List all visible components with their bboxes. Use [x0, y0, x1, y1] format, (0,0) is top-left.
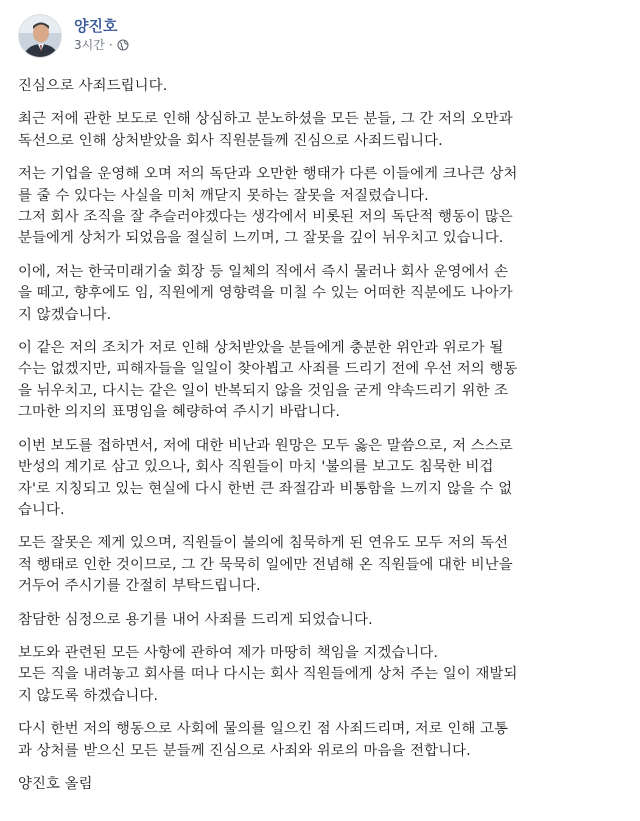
post-paragraph	[18, 436, 624, 522]
post-text-line: 를 줄 수 있다는 사실을 미처 깨닫지 못하는 잘못을 저질렀습니다.	[18, 187, 429, 204]
post-text-line: 지 않겠습니다.	[18, 306, 112, 323]
post-paragraph	[18, 109, 624, 152]
avatar-portrait-icon	[19, 15, 62, 58]
post-text-line: 그마한 의지의 표명임을 혜량하여 주시기 바랍니다.	[18, 404, 341, 421]
post-paragraph	[18, 76, 624, 97]
post-text-line: 독선으로 인해 상처받았을 회사 직원분들께 진심으로 사죄드립니다.	[18, 132, 443, 149]
post-text-line: 참담한 심정으로 용기를 내어 사죄를 드리게 되었습니다.	[18, 611, 373, 628]
post-text-line: 분들에게 상처가 되었음을 절실히 느끼며, 그 잘못을 깊이 뉘우치고 있습니다.	[18, 230, 504, 247]
author-avatar[interactable]	[18, 14, 62, 58]
post-text-line: 적 행태로 인한 것이므로, 그 간 묵묵히 일에만 전념해 온 직원들에 대한 비난을	[18, 556, 513, 573]
post-paragraph	[18, 262, 624, 326]
post-text-line: 진심으로 사죄드립니다.	[18, 78, 168, 94]
post-text-line: 거두어 주시기를 간절히 부탁드립니다.	[18, 578, 261, 595]
post-paragraph	[18, 164, 624, 250]
post-body	[18, 76, 624, 795]
post-text-line: 을 떼고, 향후에도 임, 직원에게 영향력을 미칠 수 있는 어떠한 직분에도 나아가	[18, 285, 513, 302]
post-timestamp[interactable]: 3시간	[74, 38, 105, 52]
post-text-line: 그저 회사 조직을 잘 추슬러야겠다는 생각에서 비롯된 저의 독단적 행동이 많은	[18, 209, 513, 226]
post-text-line: 보도와 관련된 모든 사항에 관하여 제가 마땅히 책임을 지겠습니다.	[18, 644, 439, 661]
post-text-line: 과 상처를 받으신 모든 분들께 진심으로 사죄와 위로의 마음을 전합니다.	[18, 742, 471, 759]
post-text-line: 을 뉘우치고, 다시는 같은 일이 반복되지 않을 것임을 굳게 약속드리기 위한 조	[18, 382, 509, 399]
post-text-line: 모든 직을 내려놓고 회사를 떠나 다시는 회사 직원들에게 상처 주는 일이 재발되	[18, 666, 518, 683]
post-text-line: 이에, 저는 한국미래기술 회장 등 일체의 직에서 즉시 물러나 회사 운영에서 손	[18, 263, 509, 280]
post-text-line: 이번 보도를 접하면서, 저에 대한 비난과 원망은 모두 옳은 말씀으로, 저 스스로	[18, 437, 513, 454]
post-paragraph	[18, 533, 624, 597]
author-name[interactable]: 양진호	[74, 17, 118, 35]
meta-separator: ·	[108, 38, 113, 52]
post-paragraph	[18, 610, 624, 631]
post-text-line: 저는 기업을 운영해 오며 저의 독단과 오만한 행태가 다른 이들에게 크나큰 상처	[18, 166, 518, 183]
post-text-line: 습니다.	[18, 501, 65, 518]
post-paragraph	[18, 774, 624, 795]
post-text-line: 양진호 올림	[18, 775, 93, 792]
post-paragraph	[18, 719, 624, 762]
post-text-line: 모든 잘못은 제게 있으며, 직원들이 불의에 침묵하게 된 연유도 모두 저의 독선	[18, 535, 509, 552]
post-text-line: 수는 없겠지만, 피해자들을 일일이 찾아뵙고 사죄를 드리기 전에 우선 저의 행동	[18, 361, 518, 378]
post-text-line: 다시 한번 저의 행동으로 사회에 물의를 일으킨 점 사죄드리며, 저로 인해 고통	[18, 721, 509, 738]
post-paragraph	[18, 338, 624, 424]
globe-icon[interactable]	[117, 39, 129, 51]
post-text-line: 최근 저에 관한 보도로 인해 상심하고 분노하셨을 모든 분들, 그 간 저의 오만과	[18, 111, 513, 128]
post-text-line: 자'로 지칭되고 있는 현실에 다시 한번 큰 좌절감과 비통함을 느끼지 않을 수 없	[18, 480, 513, 497]
post-paragraph	[18, 643, 624, 707]
post-meta	[74, 14, 129, 52]
post-subline	[74, 38, 129, 52]
post-text-line: 반성의 계기로 삼고 있으나, 회사 직원들이 마치 '불의를 보고도 침묵한 비겁	[18, 459, 494, 476]
post-text-line: 지 않도록 하겠습니다.	[18, 687, 159, 704]
post-text-line: 이 같은 저의 조치가 저로 인해 상처받았을 분들에게 충분한 위안과 위로가 될	[18, 340, 504, 357]
post-header	[18, 14, 624, 76]
